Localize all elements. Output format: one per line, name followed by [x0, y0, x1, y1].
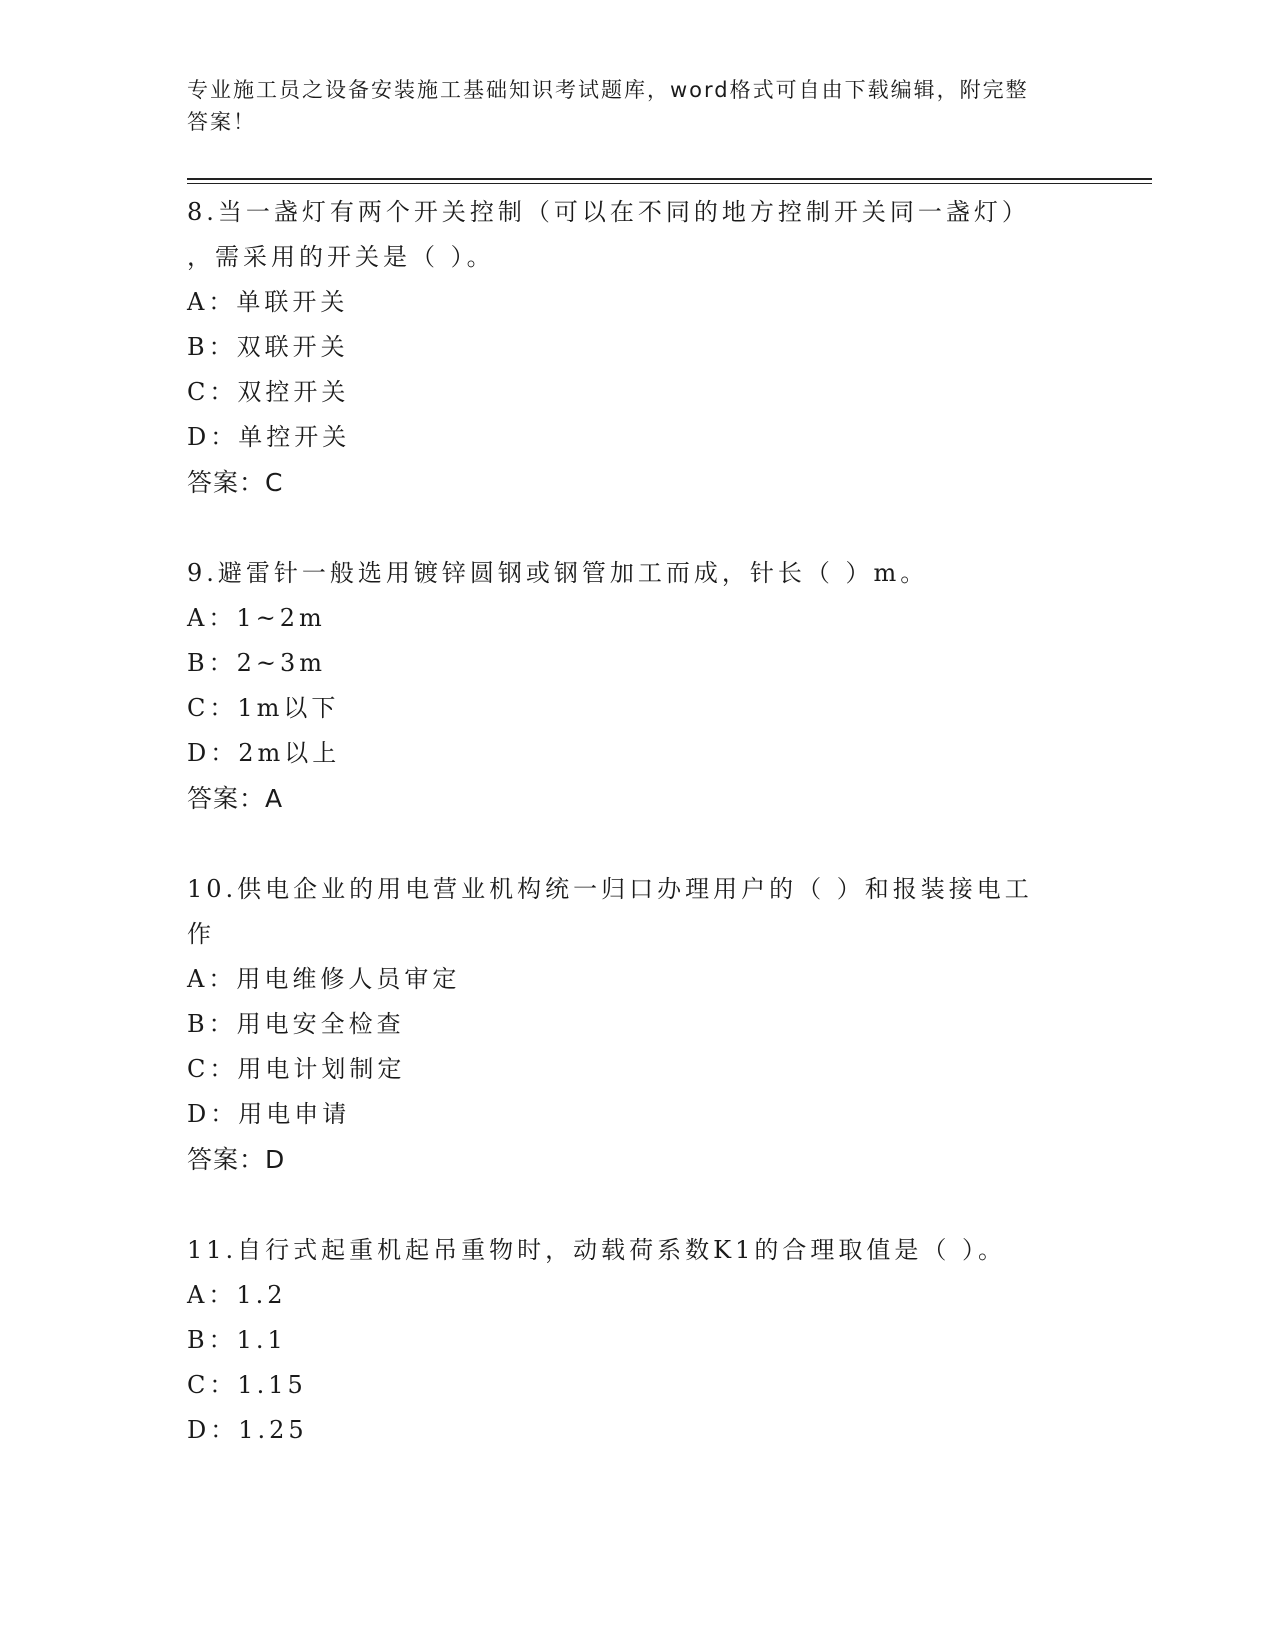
- answer: 答案：D: [187, 1145, 286, 1174]
- option-b: B：1.1: [187, 1326, 287, 1354]
- header-divider-thick: [187, 178, 1152, 180]
- option-c: C：1m以下: [187, 694, 340, 722]
- option-d: D：1.25: [187, 1416, 308, 1444]
- option-d: D：2m以上: [187, 739, 341, 767]
- option-a: A：1~2m: [187, 604, 326, 632]
- document-header: 专业施工员之设备安装施工基础知识考试题库，word格式可自由下载编辑，附完整答案！: [187, 78, 1029, 134]
- question-10: [187, 867, 1087, 1182]
- question-11: [187, 1228, 1087, 1453]
- answer: 答案：A: [187, 784, 284, 813]
- option-b: B：2~3m: [187, 649, 327, 677]
- question-stem-line1: 9.避雷针一般选用镀锌圆钢或钢管加工而成，针长（ ）m。: [187, 559, 929, 587]
- question-stem-line1: 8.当一盏灯有两个开关控制（可以在不同的地方控制开关同一盏灯）: [187, 198, 1030, 226]
- header-divider-thin: [187, 183, 1152, 184]
- option-c: C：双控开关: [187, 378, 350, 406]
- answer: 答案：C: [187, 468, 284, 497]
- question-9: [187, 551, 1087, 821]
- option-c: C：用电计划制定: [187, 1055, 406, 1083]
- option-d: D：单控开关: [187, 423, 351, 451]
- question-8: [187, 190, 1087, 505]
- option-b: B：用电安全检查: [187, 1010, 405, 1038]
- option-a: A：1.2: [187, 1281, 287, 1309]
- question-stem-line1: 11.自行式起重机起吊重物时，动载荷系数K1的合理取值是（ ）。: [187, 1236, 1006, 1264]
- question-stem-line2: 作: [187, 920, 215, 948]
- option-d: D：用电申请: [187, 1100, 351, 1128]
- question-stem-line1: 10.供电企业的用电营业机构统一归口办理用户的（ ）和报装接电工: [187, 875, 1033, 903]
- question-stem-line2: ，需采用的开关是（ ）。: [187, 243, 495, 271]
- option-c: C：1.15: [187, 1371, 307, 1399]
- option-a: A：用电维修人员审定: [187, 965, 461, 993]
- option-b: B：双联开关: [187, 333, 349, 361]
- option-a: A：单联开关: [187, 288, 349, 316]
